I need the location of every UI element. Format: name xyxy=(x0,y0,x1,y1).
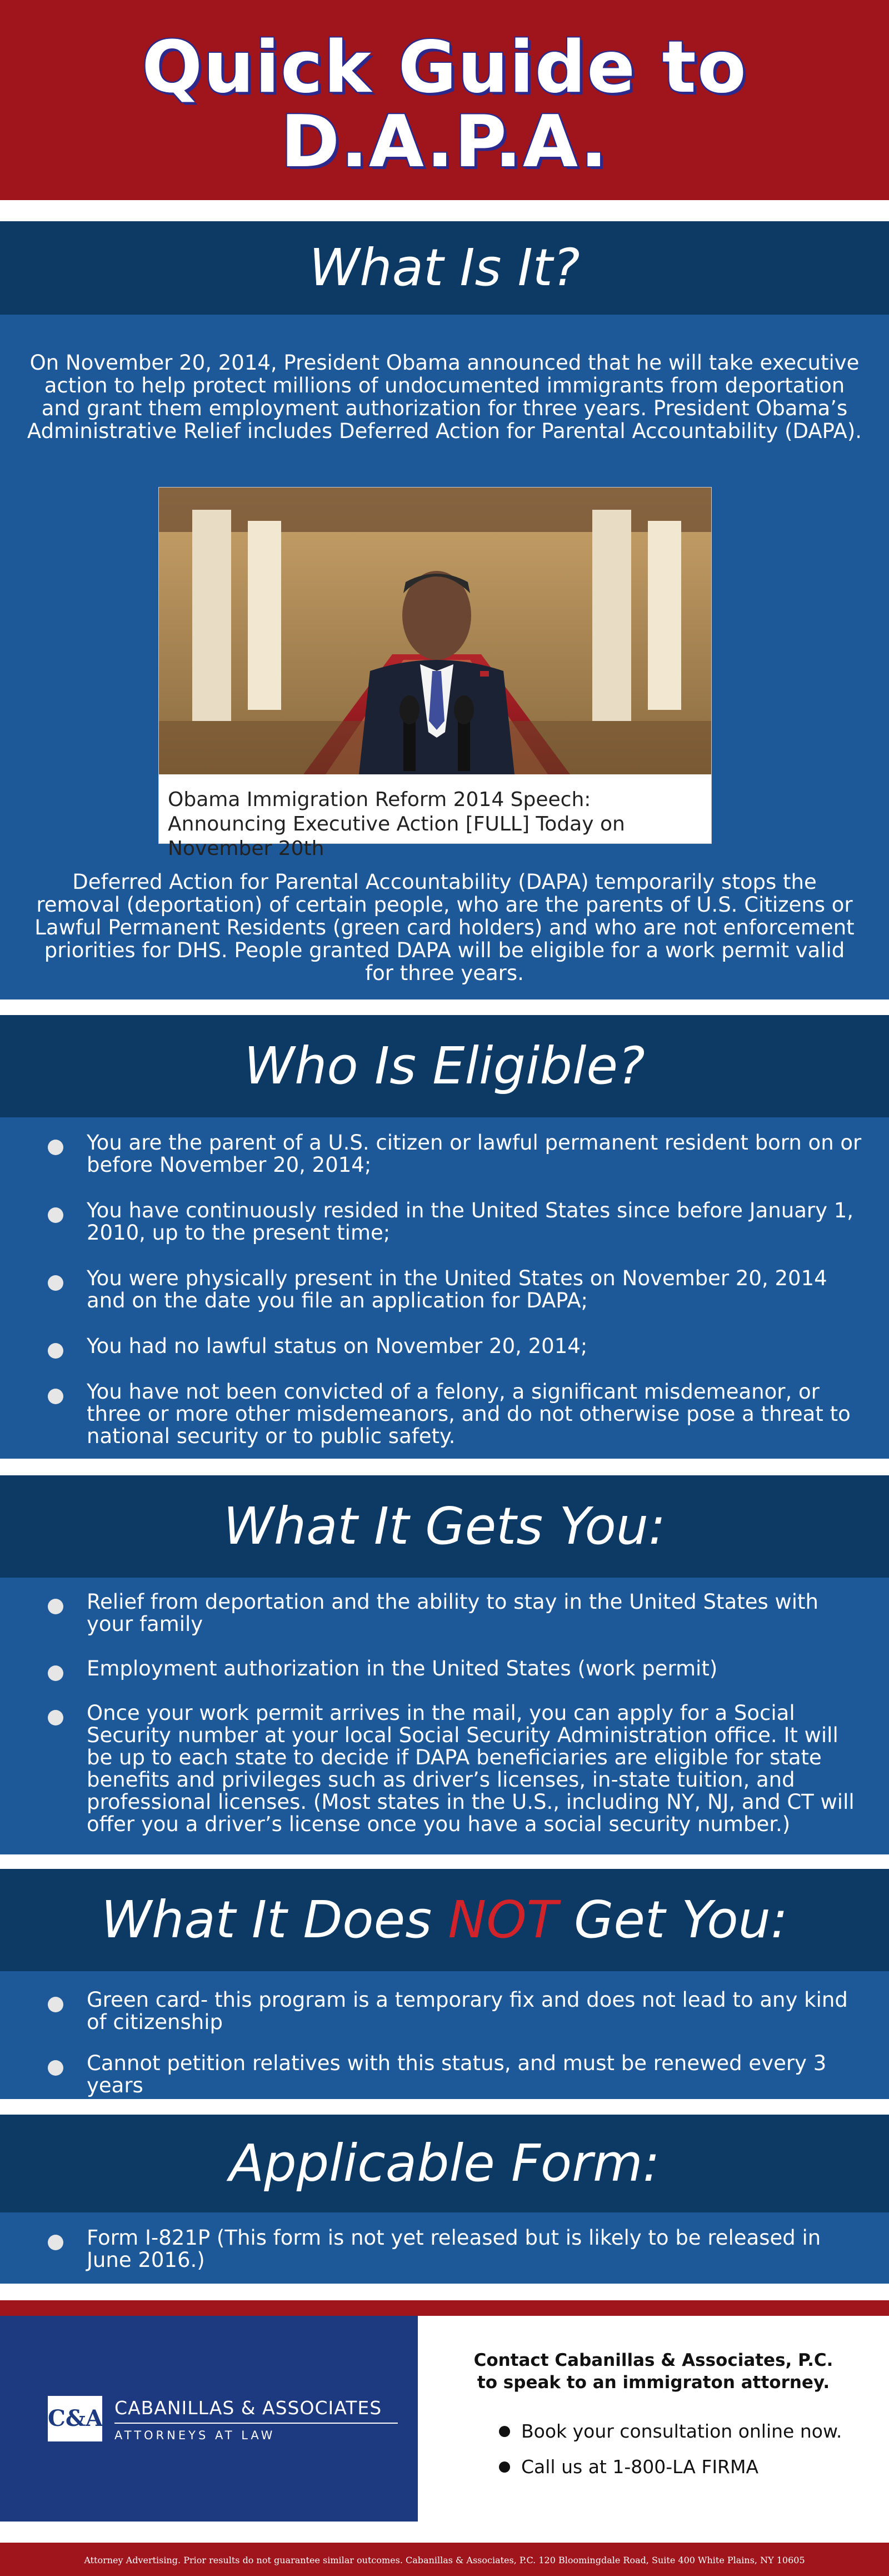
video-frame[interactable] xyxy=(159,488,711,774)
speech-scene-image xyxy=(159,488,711,774)
bullet-icon xyxy=(48,2060,63,2076)
firm-tagline: ATTORNEYS AT LAW xyxy=(114,2429,276,2442)
bullet-icon xyxy=(48,1599,63,1614)
bullet-icon xyxy=(48,1343,63,1359)
contact-item-book[interactable]: Book your consultation online now. xyxy=(499,2414,866,2449)
footer-bar xyxy=(0,2543,889,2576)
list-item: You are the parent of a U.S. citizen or lawful permanent resident born on or before November 20, 2014; xyxy=(0,1132,889,1176)
header-banner xyxy=(0,0,889,200)
section-title-eligible: Who Is Eligible? xyxy=(244,1036,645,1096)
section-title-what-is-it: What Is It? xyxy=(309,238,580,297)
firm-name-rule xyxy=(114,2423,398,2424)
contact-list xyxy=(499,2414,866,2485)
bullet-icon xyxy=(48,1275,63,1291)
list-item: Cannot petition relatives with this status, and must be renewed every 3 years xyxy=(0,2052,889,2097)
intro-paragraph: On November 20, 2014, President Obama announced that he will take executive action to help protect millions of undocumented immigrants from deportation and grant them employment authorization for three years. President Obama’s Administrative Relief includes Deferred Action for Parental Accountability (DAPA). xyxy=(27,351,862,443)
firm-name: CABANILLAS & ASSOCIATES xyxy=(114,2397,382,2419)
section-header-what-is-it xyxy=(0,221,889,315)
section-header-eligible xyxy=(0,1015,889,1117)
section-body-not-gets xyxy=(0,1971,889,2099)
divider-stripe xyxy=(0,2300,889,2316)
firm-logo-panel xyxy=(0,2316,418,2522)
bullet-icon xyxy=(48,1665,63,1681)
bullet-icon xyxy=(48,2235,63,2250)
section-body-gets xyxy=(0,1578,889,1854)
list-item: Employment authorization in the United States (work permit) xyxy=(0,1658,889,1680)
not-emphasis: NOT xyxy=(448,1890,558,1950)
bullet-icon xyxy=(48,1207,63,1223)
bullet-icon xyxy=(48,1140,63,1155)
eligibility-list xyxy=(0,1132,889,1448)
bullet-icon xyxy=(499,2426,510,2437)
list-item: Once your work permit arrives in the mail, you can apply for a Social Security number at your local Social Security Administration office. It will be up to each state to decide if DAPA beneficiaries are eligible for state benefits and privileges such as driver’s licenses, in-state tuition, and professional licenses. (Most states in the U.S., including NY, NJ, and CT will offer you a driver’s license once you have a social security number.) xyxy=(0,1702,889,1836)
contact-heading-line1: Contact Cabanillas & Associates, P.C. xyxy=(473,2350,833,2370)
list-item: You have not been convicted of a felony, a significant misdemeanor, or three or more other misdemeanors, and do not otherwise pose a threat to national security or to public safety. xyxy=(0,1381,889,1448)
contact-heading-line2: to speak to an immigraton attorney. xyxy=(477,2373,830,2393)
footer-disclaimer: Attorney Advertising. Prior results do not guarantee similar outcomes. Cabanillas & Associates, P.C. 120 Bloomingdale Road, Suite 400 White Plains, NY 10605 xyxy=(84,2555,805,2565)
dapa-description: Deferred Action for Parental Accountability (DAPA) temporarily stops the removal (deportation) of certain people, who are the parents of U.S. Citizens or Lawful Permanent Residents (green card holders) and who are not enforcement priorities for DHS. People granted DAPA will be eligible for a work permit valid for three years. xyxy=(34,870,855,985)
list-item: You had no lawful status on November 20, 2014; xyxy=(0,1335,889,1357)
header-title-line1: Quick Guide to xyxy=(142,26,747,109)
list-item: You have continuously resided in the United States since before January 1, 2010, up to the present time; xyxy=(0,1200,889,1244)
section-header-not-gets xyxy=(0,1869,889,1971)
bullet-icon xyxy=(48,1997,63,2012)
form-list xyxy=(0,2227,889,2271)
list-item: Form I-821P (This form is not yet released but is likely to be released in June 2016.) xyxy=(0,2227,889,2271)
section-header-form xyxy=(0,2115,889,2212)
video-caption[interactable]: Obama Immigration Reform 2014 Speech: Announcing Executive Action [FULL] Today on November 20th xyxy=(168,788,625,860)
contact-panel xyxy=(418,2316,889,2522)
section-title-gets: What It Gets You: xyxy=(223,1496,666,1556)
list-item: You were physically present in the United States on November 20, 2014 and on the date you file an application for DAPA; xyxy=(0,1267,889,1312)
exclusions-list xyxy=(0,1989,889,2097)
list-item: Green card- this program is a temporary fix and does not lead to any kind of citizenship xyxy=(0,1989,889,2033)
bullet-icon xyxy=(48,1389,63,1404)
footer-spacer xyxy=(0,2522,889,2543)
header-title-line2: D.A.P.A. xyxy=(281,101,608,183)
contact-item-call[interactable]: Call us at 1-800-LA FIRMA xyxy=(499,2449,866,2485)
bullet-icon xyxy=(48,1710,63,1725)
firm-logo-mark: C&A xyxy=(48,2396,102,2441)
list-item: Relief from deportation and the ability to stay in the United States with your family xyxy=(0,1591,889,1635)
section-title-form: Applicable Form: xyxy=(229,2134,660,2193)
section-header-gets xyxy=(0,1475,889,1578)
section-body-form xyxy=(0,2212,889,2284)
section-title-not-gets: What It Does NOT Get You: xyxy=(101,1890,788,1950)
bullet-icon xyxy=(499,2461,510,2473)
video-thumbnail[interactable] xyxy=(158,487,712,860)
benefits-list xyxy=(0,1591,889,1836)
section-body-eligible xyxy=(0,1117,889,1459)
